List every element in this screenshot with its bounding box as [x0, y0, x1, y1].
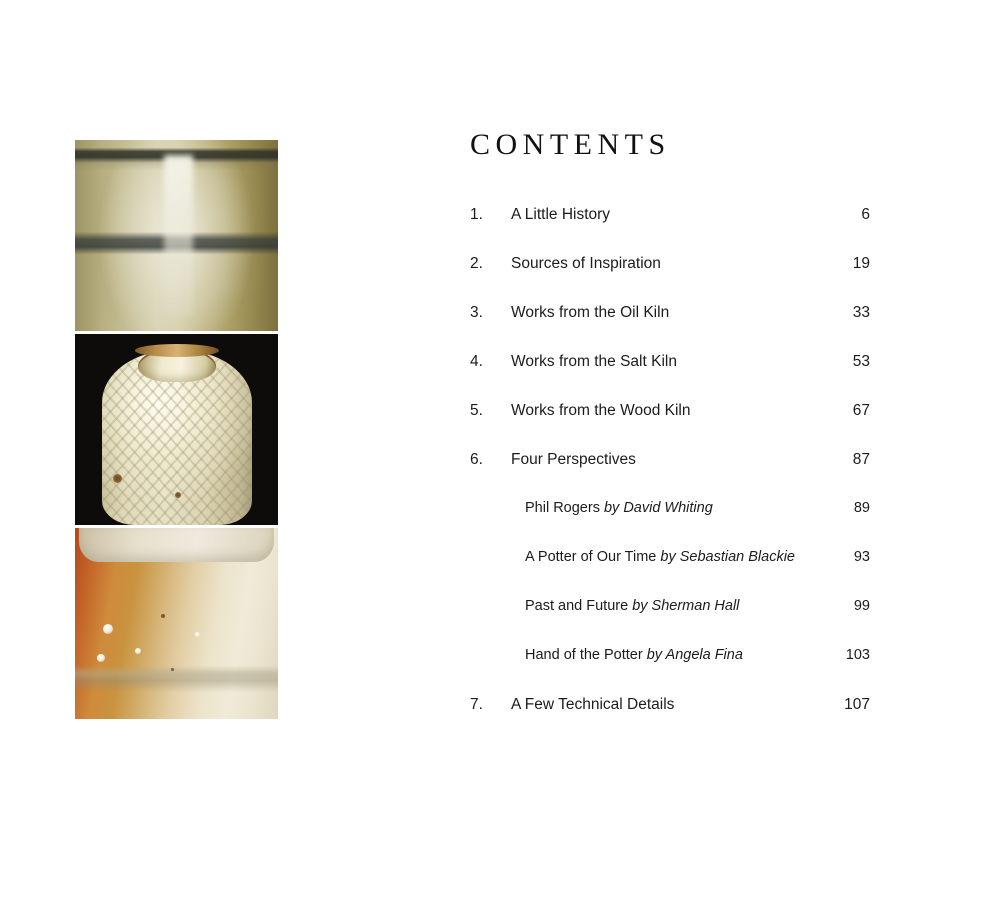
toc-page-number: 19 — [852, 255, 870, 272]
toc-title-text: Works from the Salt Kiln — [511, 353, 677, 370]
cylinder-rim — [79, 528, 274, 562]
toc-entry-works-from-the-salt-kiln[interactable] — [470, 353, 870, 402]
photo-bamboo-jar-detail — [75, 140, 278, 331]
toc-title — [511, 402, 690, 420]
toc-title — [525, 598, 739, 614]
toc-number: 3. — [470, 304, 483, 321]
glaze-drip — [135, 648, 141, 654]
clay-speck — [175, 492, 181, 498]
toc-entry-hand-of-the-potter[interactable] — [470, 647, 870, 696]
photo-cream-bottle — [75, 334, 278, 525]
toc-entry-a-little-history[interactable] — [470, 206, 870, 255]
toc-page-number: 87 — [852, 451, 870, 468]
clay-speck — [113, 474, 122, 483]
toc-title-text: Hand of the Potter — [525, 647, 647, 663]
toc-title-text: Works from the Oil Kiln — [511, 304, 670, 321]
toc-title — [525, 549, 795, 565]
toc-title — [511, 206, 610, 224]
toc-title-text: Four Perspectives — [511, 451, 636, 468]
toc-entry-works-from-the-oil-kiln[interactable] — [470, 304, 870, 353]
glaze-drip — [97, 654, 105, 662]
toc-page-number: 93 — [853, 549, 870, 565]
toc-title-text: Past and Future — [525, 598, 633, 614]
toc-byline: by Angela Fina — [646, 647, 743, 663]
toc-title-text: A Few Technical Details — [511, 696, 675, 713]
toc-page-number: 33 — [852, 304, 870, 321]
toc-entry-a-few-technical-details[interactable] — [470, 696, 870, 745]
toc-number: 1. — [470, 206, 483, 223]
toc-entry-sources-of-inspiration[interactable] — [470, 255, 870, 304]
toc-number: 5. — [470, 402, 483, 419]
iron-spot — [171, 668, 174, 671]
toc-title — [511, 255, 661, 273]
toc-title — [511, 696, 674, 714]
toc-entry-works-from-the-wood-kiln[interactable] — [470, 402, 870, 451]
toc-page-number: 53 — [852, 353, 870, 370]
iron-spot — [161, 614, 165, 618]
toc-page-number: 89 — [853, 500, 870, 516]
toc-title — [511, 353, 677, 371]
toc-page-number: 99 — [853, 598, 870, 614]
toc-byline: by David Whiting — [603, 500, 713, 516]
toc-number: 4. — [470, 353, 483, 370]
toc-title — [525, 500, 713, 516]
toc-byline: by Sherman Hall — [632, 598, 740, 614]
toc-number: 6. — [470, 451, 483, 468]
toc-title-text: Works from the Wood Kiln — [511, 402, 691, 419]
toc-page-number: 67 — [852, 402, 870, 419]
toc-title — [511, 451, 636, 469]
toc-title-text: A Potter of Our Time — [525, 549, 661, 565]
toc-entry-phil-rogers[interactable] — [470, 500, 870, 549]
table-of-contents — [470, 206, 870, 745]
toc-title-text: A Little History — [511, 206, 611, 223]
toc-title-text: Sources of Inspiration — [511, 255, 661, 272]
photo-wood-fired-cylinder — [75, 528, 278, 719]
glaze-drip — [195, 632, 200, 637]
image-column — [75, 140, 278, 719]
toc-page-number: 6 — [861, 206, 870, 223]
toc-byline: by Sebastian Blackie — [660, 549, 795, 565]
toc-entry-four-perspectives[interactable] — [470, 451, 870, 500]
bottle-rim — [135, 344, 219, 357]
toc-page-number: 103 — [845, 647, 870, 663]
toc-number: 7. — [470, 696, 483, 713]
toc-entry-a-potter-of-our-time[interactable] — [470, 549, 870, 598]
toc-title-text: Phil Rogers — [525, 500, 604, 516]
toc-title — [511, 304, 669, 322]
toc-page-number: 107 — [844, 696, 870, 713]
toc-entry-past-and-future[interactable] — [470, 598, 870, 647]
glaze-drip — [103, 624, 113, 634]
toc-number: 2. — [470, 255, 483, 272]
contents-section — [470, 128, 870, 745]
page-title: CONTENTS — [470, 128, 671, 161]
toc-title — [525, 647, 743, 663]
